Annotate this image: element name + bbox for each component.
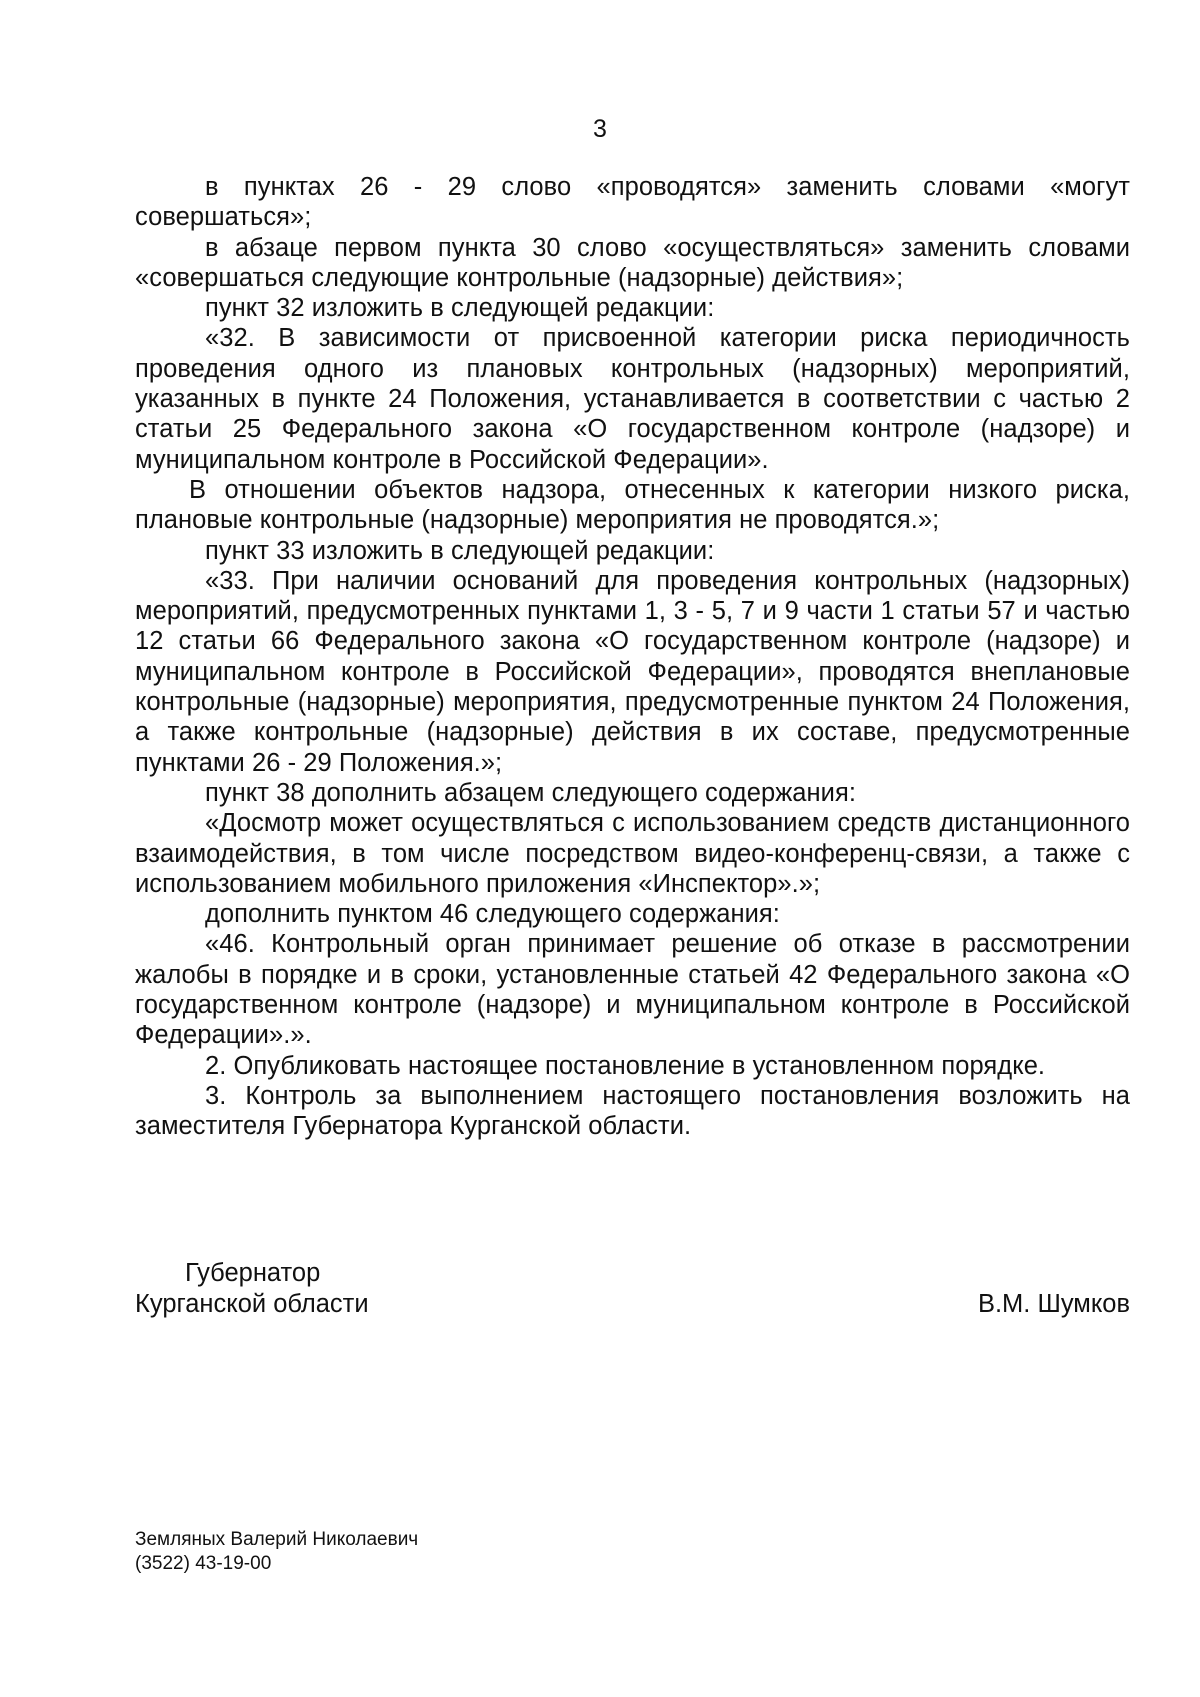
paragraph-5: В отношении объектов надзора, отнесенных к категории низкого риска, плановые контрольные (надзорные) мероприятия не проводятся.»; [135,475,1130,535]
paragraph-1: в пунктах 26 - 29 слово «проводятся» заменить словами «могут совершаться»; [135,173,1130,232]
executor-name: Земляных Валерий Николаевич [135,1529,419,1550]
paragraph-8: пункт 38 дополнить абзацем следующего содержания: [205,778,856,807]
executor-info [135,1528,418,1576]
paragraph-6: пункт 33 изложить в следующей редакции: [205,536,715,565]
paragraph-4: «32. В зависимости от присвоенной категории риска периодичность проведения одного из плановых контрольных (надзорных) мероприятий, указанных в пункте 24 Положения, устанавливается в соответствии с частью 2 статьи 25 Федерального закона «О государственном контроле (надзоре) и муниципальном контроле в Российской Федерации». [135,324,1130,474]
signatory-title [135,1258,635,1320]
paragraph-12: 2. Опубликовать настоящее постановление в установленном порядке. [205,1051,1046,1080]
signatory-title-line2: Курганской области [135,1290,369,1318]
paragraph-11: «46. Контрольный орган принимает решение об отказе в рассмотрении жалобы в порядке и в сроки, установленные статьей 42 Федерального закона «О государственном контроле (надзоре) и муниципальном контроле в Российской Федерации».». [135,930,1130,1050]
paragraph-7: «33. При наличии оснований для проведения контрольных (надзорных) мероприятий, предусмотренных пунктами 1, 3 - 5, 7 и 9 части 1 статьи 57 и частью 12 статьи 66 Федерального закона «О государственном контроле (надзоре) и муниципальном контроле в Российской Федерации», проводятся внеплановые контрольные (надзорные) мероприятия, предусмотренные пунктом 24 Положения, а также контрольные (надзорные) действия в их составе, предусмотренные пунктами 26 - 29 Положения.»; [135,566,1130,777]
paragraph-3: пункт 32 изложить в следующей редакции: [205,294,715,323]
paragraph-2: в абзаце первом пункта 30 слово «осуществляться» заменить словами «совершаться следующие контрольные (надзорные) действия»; [135,233,1130,292]
document-body [135,172,1130,1142]
signatory-name: В.М. Шумков [977,1290,1130,1318]
executor-phone: (3522) 43-19-00 [135,1553,272,1574]
signatory-title-line1: Губернатор [185,1259,321,1287]
paragraph-13: 3. Контроль за выполнением настоящего постановления возложить на заместителя Губернатора Курганской области. [135,1081,1130,1141]
paragraph-9: «Досмотр может осуществляться с использованием средств дистанционного взаимодействия, в том числе посредством видео-конференц-связи, а также с использованием мобильного приложения «Инспектор».»; [135,809,1130,898]
paragraph-10: дополнить пунктом 46 следующего содержания: [205,900,780,929]
page-number: 3 [593,115,607,143]
